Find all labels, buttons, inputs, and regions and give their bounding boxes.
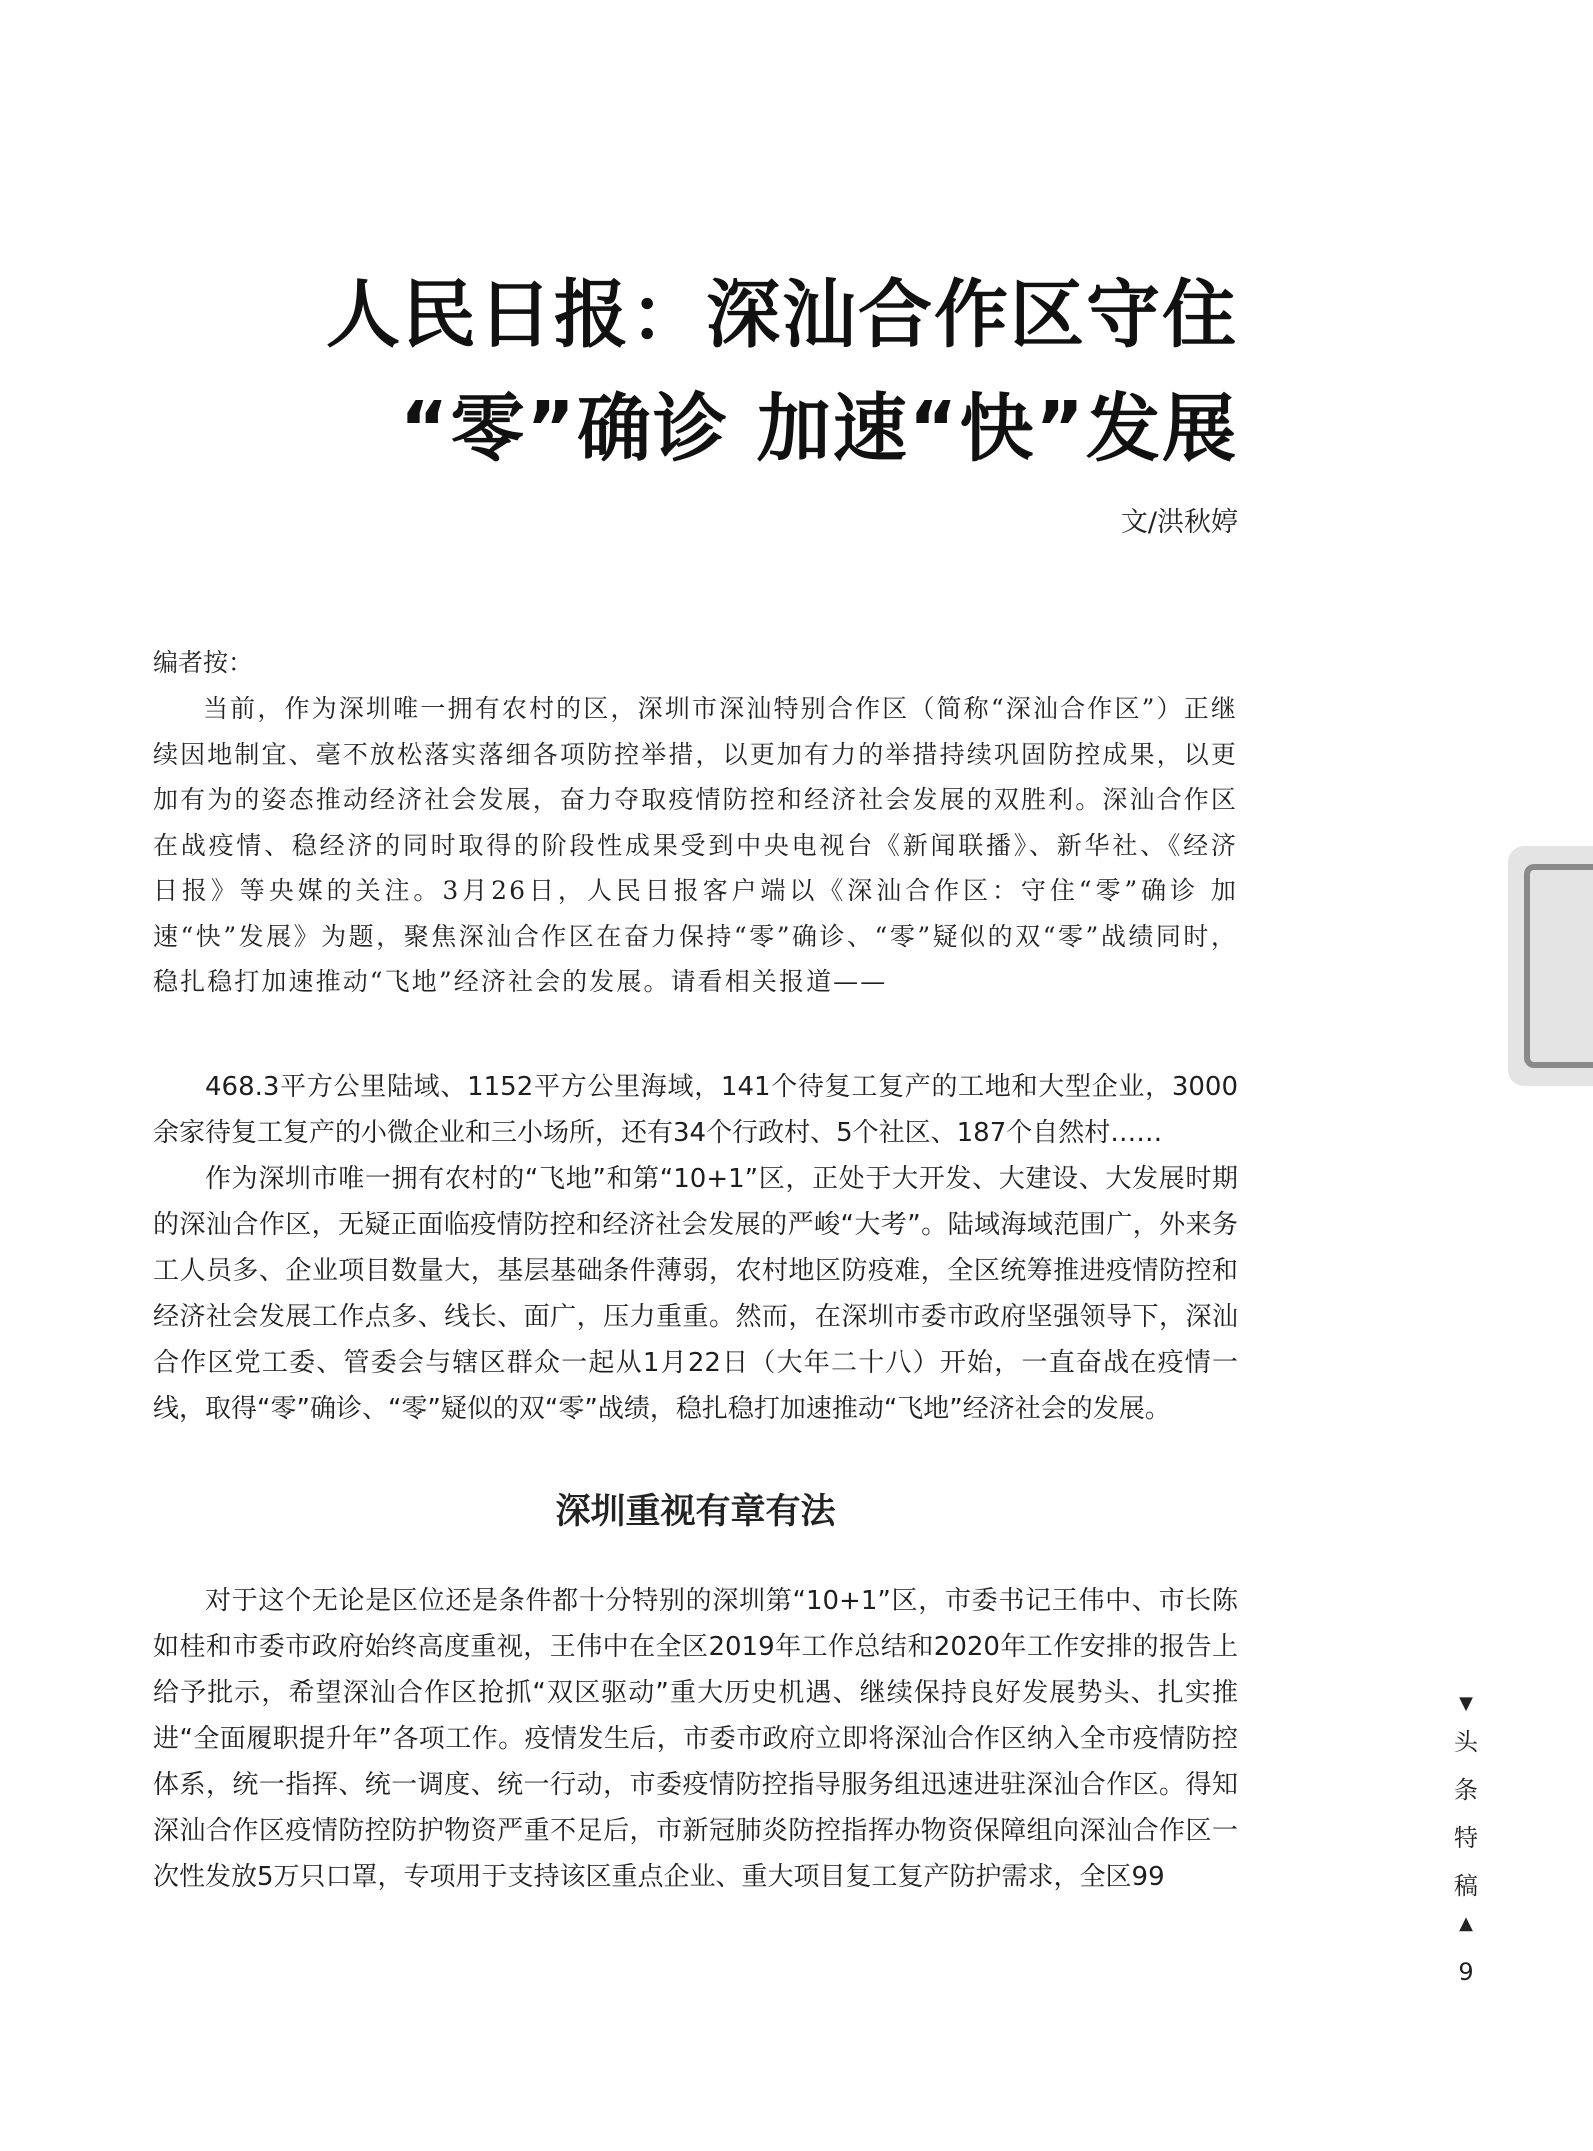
- side-label-char: 特: [1454, 1824, 1478, 1852]
- editor-note: [153, 640, 1238, 1005]
- editor-note-text: 当前，作为深圳唯一拥有农村的区，深圳市深汕特别合作区（简称“深汕合作区”）正继续因地制宜、毫不放松落实落细各项防控举措，以更加有力的举措持续巩固防控成果，以更加有为的姿态推动经济社会发展，奋力夺取疫情防控和经济社会发展的双胜利。深汕合作区在战疫情、稳经济的同时取得的阶段性成果受到中央电视台《新闻联播》、新华社、《经济日报》等央媒的关注。3月26日，人民日报客户端以《深汕合作区：守住“零”确诊 加速“快”发展》为题，聚焦深汕合作区在奋力保持“零”确诊、“零”疑似的双“零”战绩同时，稳扎稳打加速推动“飞地”经济社会的发展。请看相关报道——: [153, 694, 1238, 996]
- seal-stamp-decoration: [1508, 846, 1593, 1086]
- editor-note-label: 编者按：: [153, 648, 254, 677]
- intro-section: [153, 1064, 1238, 1432]
- column-side-label: [1448, 1690, 1484, 1938]
- intro-paragraph-2: 作为深圳市唯一拥有农村的“飞地”和第“10+1”区，正处于大开发、大建设、大发展时期的深汕合作区，无疑正面临疫情防控和经济社会发展的严峻“大考”。陆域海域范围广，外来务工人员多、企业项目数量大，基层基础条件薄弱，农村地区防疫难，全区统筹推进疫情防控和经济社会发展工作点多、线长、面广，压力重重。然而，在深圳市委市政府坚强领导下，深汕合作区党工委、管委会与辖区群众一起从1月22日（大年二十八）开始，一直奋战在疫情一线，取得“零”确诊、“零”疑似的双“零”战绩，稳扎稳打加速推动“飞地”经济社会的发展。: [153, 1164, 1238, 1424]
- title-line-1: 人民日报：深汕合作区守住: [326, 272, 1238, 358]
- section-heading: 深圳重视有章有法: [555, 1491, 836, 1532]
- intro-paragraph-1: 468.3平方公里陆域、1152平方公里海域，141个待复工复产的工地和大型企业，3000余家待复工复产的小微企业和三小场所，还有34个行政村、5个社区、187个自然村……: [153, 1072, 1238, 1148]
- side-label-char: 头: [1454, 1728, 1478, 1756]
- page-number: 9: [1458, 1958, 1474, 1986]
- section-body: [153, 1578, 1238, 1900]
- side-label-char: 条: [1454, 1776, 1478, 1804]
- triangle-up-icon: ▲: [1459, 1913, 1473, 1934]
- triangle-down-icon: ▼: [1459, 1693, 1473, 1714]
- author-byline: 文/洪秋婷: [1120, 507, 1238, 538]
- seal-stamp-border: [1524, 864, 1593, 1068]
- title-line-2: “零”确诊 加速“快”发展: [399, 386, 1238, 472]
- side-label-char: 稿: [1454, 1872, 1478, 1900]
- section-paragraph-1: 对于这个无论是区位还是条件都十分特别的深圳第“10+1”区，市委书记王伟中、市长陈如桂和市委市政府始终高度重视，王伟中在全区2019年工作总结和2020年工作安排的报告上给予批示，希望深汕合作区抢抓“双区驱动”重大历史机遇、继续保持良好发展势头、扎实推进“全面履职提升年”各项工作。疫情发生后，市委市政府立即将深汕合作区纳入全市疫情防控体系，统一指挥、统一调度、统一行动，市委疫情防控指导服务组迅速进驻深汕合作区。得知深汕合作区疫情防控防护物资严重不足后，市新冠肺炎防控指挥办物资保障组向深汕合作区一次性发放5万只口罩，专项用于支持该区重点企业、重大项目复工复产防护需求，全区99: [153, 1586, 1238, 1892]
- article-title: [300, 258, 1238, 486]
